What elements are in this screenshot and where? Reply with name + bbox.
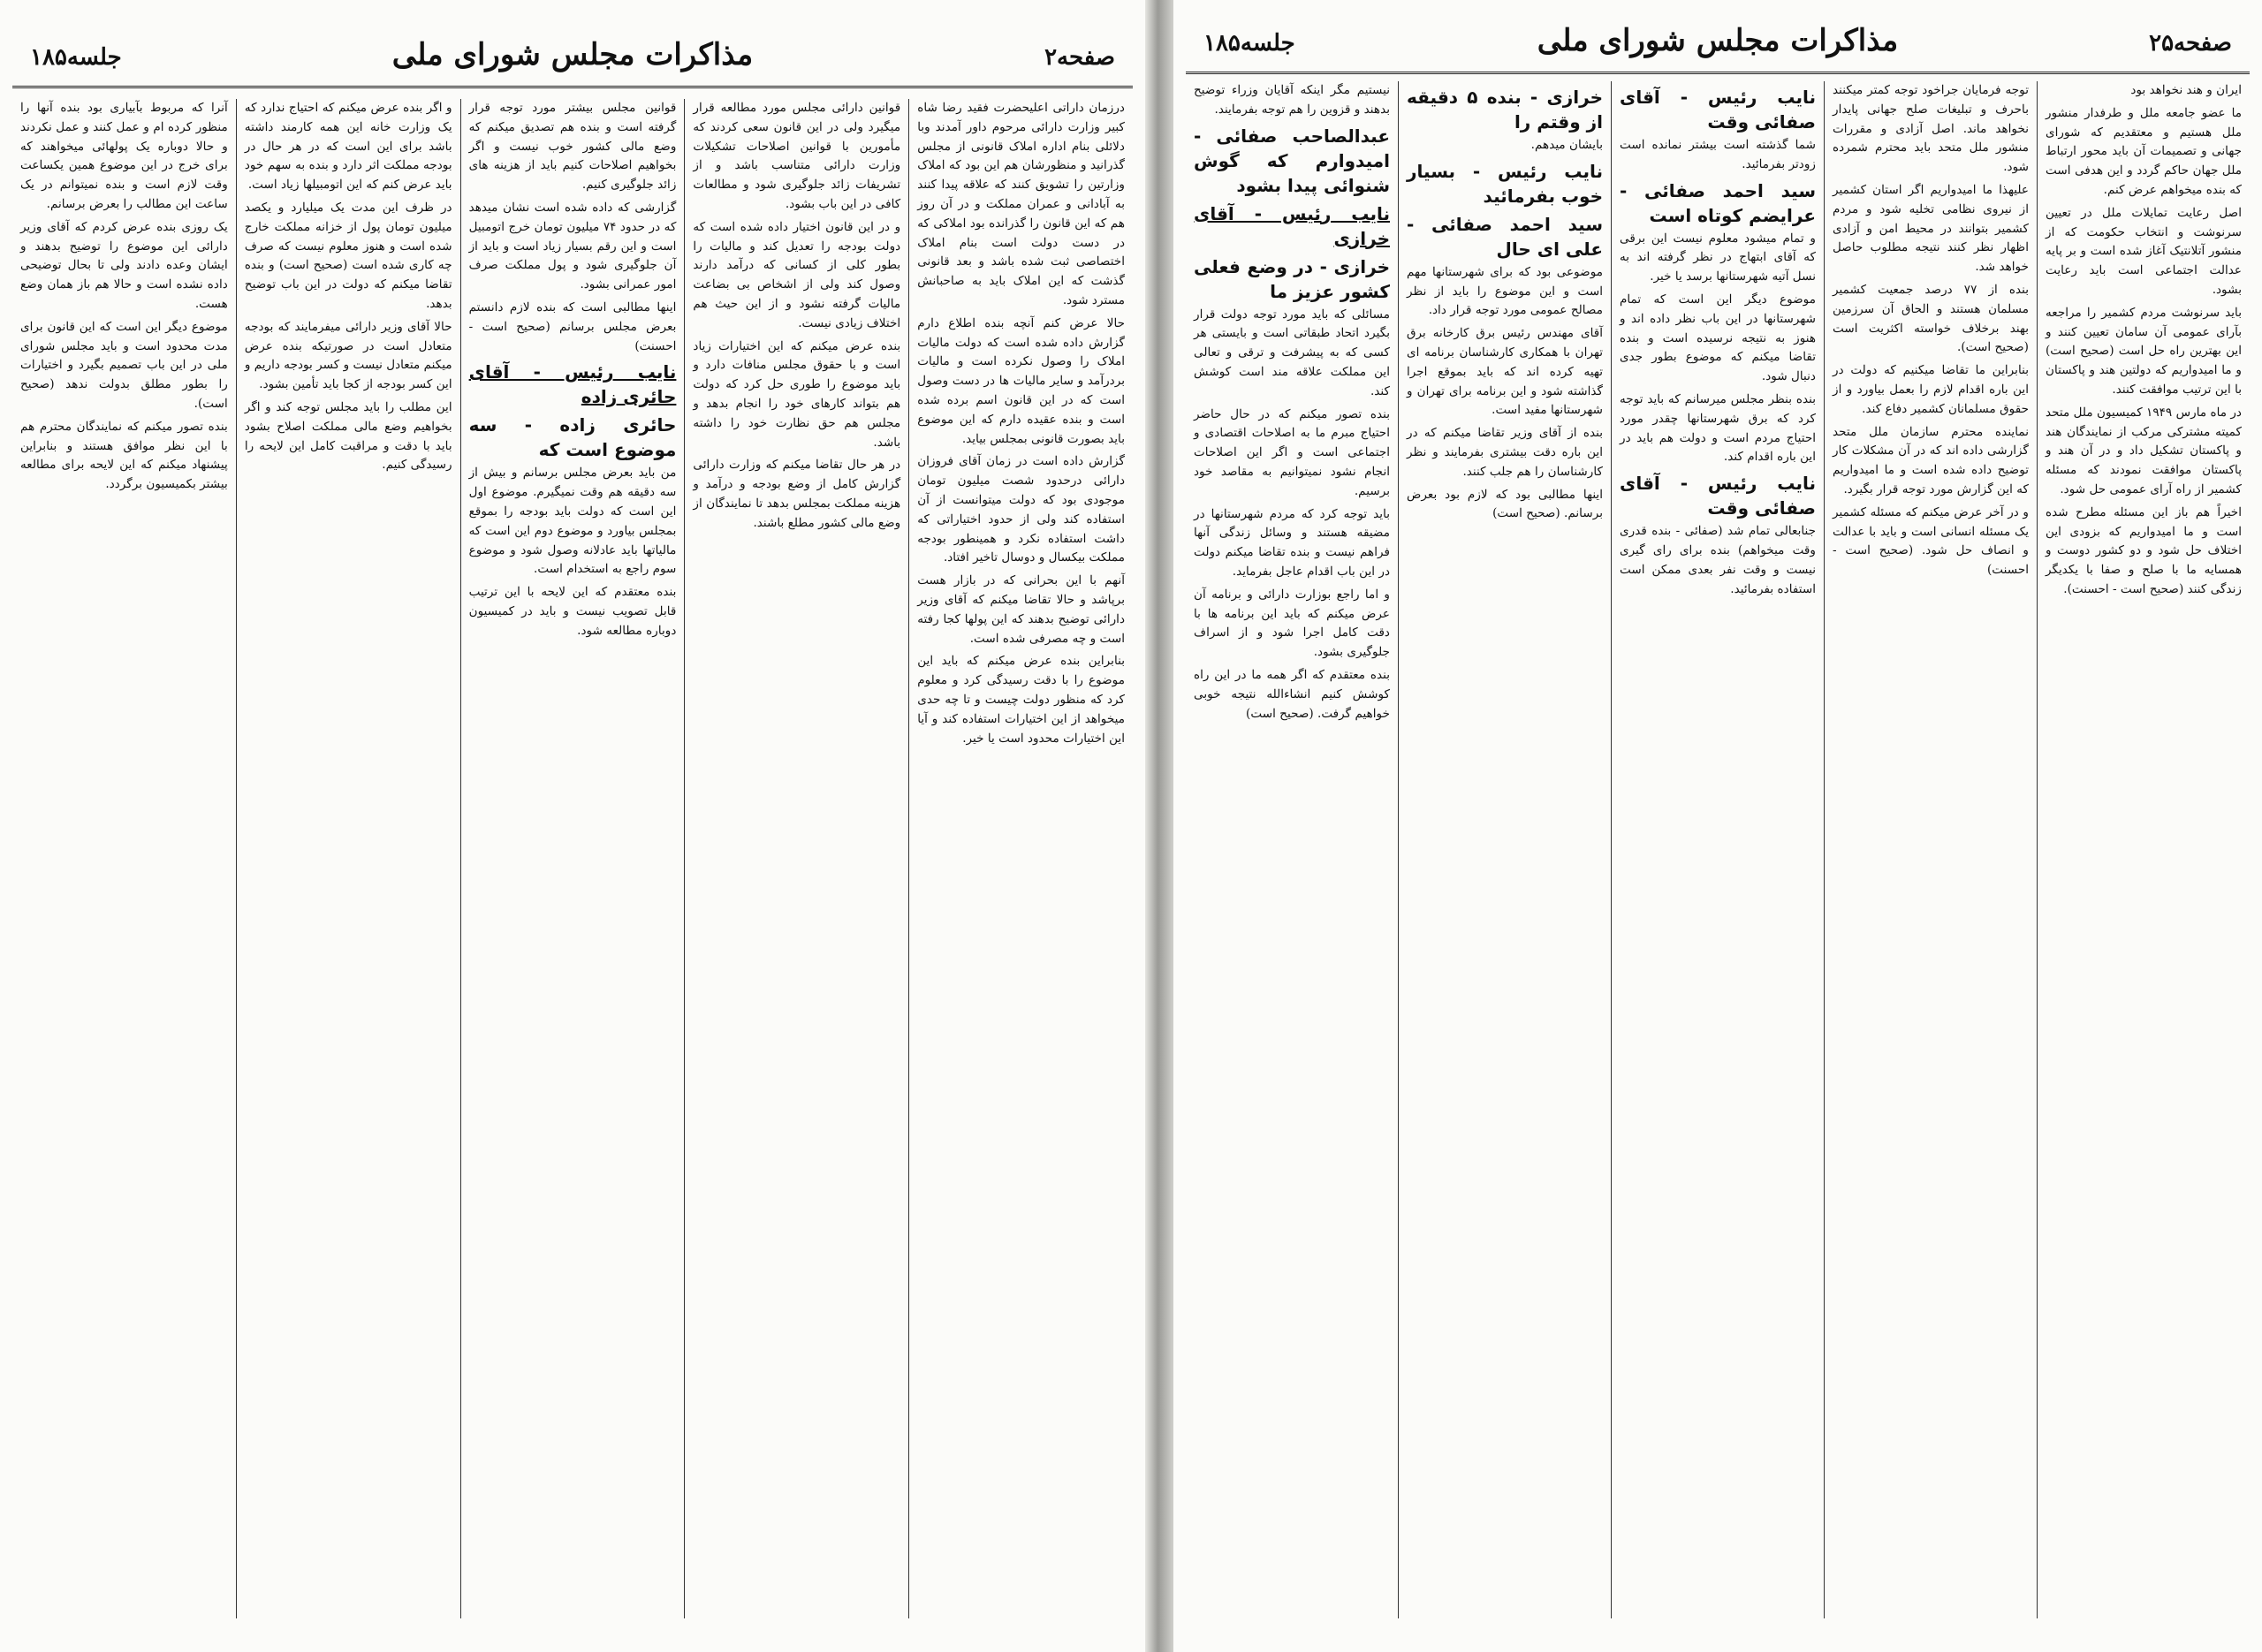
paragraph: بنده عرض میکنم که این اختیارات زیاد است و با حقوق مجلس منافات دارد و باید موضوع را طوری حل کرد که دولت هم بتواند کارهای خود را انجام بدهد و مجلس هم حق نظارت خود را داشته باشد. [693,338,901,450]
speaker-heading: نایب رئیس - آقای صفائی وقت [1620,473,1816,519]
text-column [1186,81,1398,1618]
paragraph: و در آخر عرض میکنم که مسئله کشمیر یک مسئله انسانی است و باید با عدالت و انصاف حل شود. (صحیح است - احسنت) [1833,504,2029,578]
paragraph: درزمان داراتی اعلیحضرت فقید رضا شاه کبیر وزارت دارائی مرحوم داور آمدند وبا دلائلی بنام اداره املاک قانونی از مجلس گذرانید و منظورشان هم این بود که املاک وزارتین را تشویق کنند که علاقه پیدا کنند به آبادانی و عمران مملکت و در آن روز هم که این قانون را گذرانده بود املاکی که در دست دولت است بنام املاک اختصاصی ثبت شده باشد و بعد قانونی گذشت که این املاک باید به صاحبانش مسترد شود. [917,101,1125,307]
header-rule [1186,72,2250,74]
speaker-heading: خرازی - در وضع فعلی کشور عزیز ما [1194,255,1390,302]
text-column [1611,81,1824,1618]
left-page-columns [12,99,1133,1618]
paragraph: بنده از ۷۷ درصد جمعیت کشمیر مسلمان هستند و الحاق آن سرزمین بهند برخلاف خواسته اکثریت است (صحیح است). [1833,282,2029,355]
paragraph: بنده تصور میکنم که در حال حاضر احتیاج مبرم ما به اصلاحات اقتصادی و اجتماعی است و اگر این اصلاحات انجام نشود نمیتوانیم به مقاصد خود برسیم. [1194,406,1390,498]
paragraph: اصل رعایت تمایلات ملل در تعیین سرنوشت و انتخاب حکومت که از منشور آتلانتیک آغاز شده است و بر پایه عدالت اجتماعی است باید رعایت بشود. [2046,205,2242,297]
paragraph: بنده معتقدم که این لایحه با این ترتیب قابل تصویب نیست و باید در کمیسیون دوباره مطالعه شود. [468,585,677,638]
paragraph: اخیراً هم باز این مسئله مطرح شده است و ما امیدواریم که بزودی این اختلاف حل شود و دو کشور دوست و همسایه ما با صلح و صفا با یکدیگر زندگی کنند (صحیح است - احسنت). [2046,504,2242,596]
speaker-heading: سید احمد صفائی - عرایضم کوتاه است [1620,179,1816,226]
paragraph: ایران و هند نخواهد بود [2130,83,2242,97]
session-label: جلسه۱۸۵ [1203,30,1295,57]
right-page-header [1186,18,2250,74]
speaker-heading: نایب رئیس - آقای صفائی وقت [1620,87,1816,133]
speaker-heading: نایب رئیس - آقای حائری زاده [468,361,677,408]
book-gutter [1145,0,1173,1652]
paragraph: من باید بعرض مجلس برسانم و بیش از سه دقیقه هم وقت نمیگیرم. موضوع اول این است که دولت باید بودجه را بموقع بمجلس بیاورد و موضوع دوم این است که مالیاتها باید عادلانه وصول شود و موضوع سوم راجع به استخدام است. [468,466,677,577]
speaker-heading: سید احمد صفائی - علی ای حال [1407,213,1603,260]
text-column [908,99,1133,1618]
left-page-header [12,32,1133,88]
right-page [1173,0,2262,1652]
paragraph: در ظرف این مدت یک میلیارد و یکصد میلیون تومان پول از خزانه مملکت خارج شده است و هنوز معلوم نیست که صرف چه کاری شده است (صحیح است) و بنده تقاضا میکنم که دولت در این باب توضیح بدهد. [244,200,452,311]
paragraph: جنابعالی تمام شد (صفائی - بنده قدری وقت میخواهم) بنده برای رای گیری نیست و وقت نفر بعدی ممکن است استفاده بفرمائید. [1620,524,1816,596]
speaker-heading: نایب رئیس - آقای خرازی [1194,202,1390,249]
text-column [460,99,685,1618]
paragraph: بنده معتقدم که اگر همه ما در این راه کوشش کنیم انشاءالله نتیجه خوبی خواهیم گرفت. (صحیح است) [1194,667,1390,721]
header-rule [12,86,1133,88]
paragraph: گزارشی که داده شده است نشان میدهد که در حدود ۷۴ میلیون تومان خرج اتومبیل است و این رقم بسیار زیاد است و باید از آن جلوگیری شود و پول مملکت صرف امور عمرانی بشود. [468,200,677,292]
paragraph: حالا آقای وزیر دارائی میفرمایند که بودجه متعادل است در صورتیکه بنده عرض میکنم متعادل نیست و کسر بودجه داریم و این کسر بودجه از کجا باید تأمین بشود. [244,319,452,392]
paragraph: بنده بنظر مجلس میرسانم که باید توجه کرد که برق شهرستانها چقدر مورد احتیاج مردم است و دولت هم باید در این باره اقدام کند. [1620,391,1816,465]
paragraph: آنرا که مربوط بآبیاری بود بنده آنها را منظور کرده ام و عمل کنند و عمل نکردند و حالا دوباره یک پولهائی میخواهند که برای خرج در این موضوع همین یکساعت وقت لازم است و بنده نمیتوانم در یک ساعت این مطالب را بعرض برسانم. [20,101,228,211]
text-column [1824,81,2037,1618]
paragraph: و اگر بنده عرض میکنم که احتیاج ندارد که یک وزارت خانه این همه کارمند داشته باشد برای این است که در هر حال در بودجه مملکت اثر دارد و بنده به سهم خود باید عرض کنم که این اتومبیلها زیاد است. [244,101,452,193]
page-title: مذاکرات مجلس شورای ملی [391,37,754,72]
paragraph: قوانین دارائی مجلس مورد مطالعه قرار میگیرد ولی در این قانون سعی کردند که مأمورین با قوانین اصلاحات تشکیلات وزارت دارائی متناسب باشد و از تشریفات زائد جلوگیری شود و مطالعات کافی در این باب بشود. [693,101,901,211]
session-label: جلسه۱۸۵ [30,44,122,71]
paragraph: این مطلب را باید مجلس توجه کند و اگر بخواهیم وضع مالی مملکت اصلاح بشود باید با دقت و مراقبت کامل این لایحه را رسیدگی کنیم. [244,399,452,473]
text-column [12,99,236,1618]
paragraph: باید توجه کرد که مردم شهرستانها در مضیقه هستند و وسائل زندگی آنها فراهم نیست و بنده تقاضا میکنم دولت در این باب اقدام عاجل بفرماید. [1194,506,1390,579]
paragraph: آنهم با این بحرانی که در بازار هست برپاشد و حالا تقاضا میکنم که آقای وزیر دارائی توضیح بدهند که این پولها کجا رفته است و چه مصرفی شده است. [917,573,1125,646]
page-number-label: صفحه۲۵ [2149,30,2232,57]
paragraph: حالا عرض کنم آنچه بنده اطلاع دارم گزارش داده شده است که دولت مالیات املاک را وصول نکرده است و مالیات بردرآمد و سایر مالیات ها در دست وصول است که در این قانون اسم برده شده است و بنده عقیده دارم که این موضوع باید بصورت قانونی بمجلس بیاید. [917,315,1125,446]
paragraph: بنده تصور میکنم که نمایندگان محترم هم با این نظر موافق هستند و بنابراین پیشنهاد میکنم که این لایحه برای مطالعه بیشتر بکمیسیون برگردد. [20,419,228,492]
paragraph: نیستیم مگر اینکه آقایان وزراء توضیح بدهند و قزوین را هم توجه بفرمایند. [1194,83,1390,117]
paragraph: قوانین مجلس بیشتر مورد توجه قرار گرفته است و بنده هم تصدیق میکنم که وضع مالی کشور خوب نیست و اگر بخواهیم اصلاحات کنیم باید از هزینه های زائد جلوگیری کنیم. [468,101,677,193]
text-column [236,99,460,1618]
paragraph: بایشان میدهم. [1530,138,1603,152]
text-column [1398,81,1611,1618]
paragraph: اینها مطالبی است که بنده لازم دانستم بعرض مجلس برسانم (صحیح است - احسنت) [468,299,677,353]
paragraph: اینها مطالبی بود که لازم بود بعرض برسانم. (صحیح است) [1407,487,1603,521]
speaker-heading: خرازی - بنده ۵ دقیقه از وقتم را [1407,87,1603,133]
page-number-label: صفحه۲ [1044,44,1115,71]
paragraph: و تمام میشود معلوم نیست این برقی که آقای ابتهاج در نظر گرفته اند به نسل آتیه شهرستانها برسد یا خیر. [1620,231,1816,284]
paragraph: بنابراین بنده عرض میکنم که باید این موضوع را با دقت رسیدگی کرد و معلوم کرد که منظور دولت چیست و تا چه حدی میخواهد از این اختیارات استفاده کند و آیا این اختیارات محدود است یا خیر. [917,654,1125,746]
paragraph: باید سرنوشت مردم کشمیر را مراجعه بآرای عمومی آن سامان تعیین کنند و این بهترین راه حل است (صحیح است) و ما امیدواریم که دولتین هند و پاکستان با این ترتیب موافقت کنند. [2046,305,2242,397]
paragraph: بنده از آقای وزیر تقاضا میکنم که در این باره دقت بیشتری بفرمایند و نظر کارشناسان را هم جلب کنند. [1407,426,1603,479]
text-column [2037,81,2250,1618]
speaker-heading: حائری زاده - سه موضوع است که [468,414,677,461]
paragraph: موضوع دیگر این است که تمام شهرستانها در این باب نظر داده اند و هنوز به نتیجه نرسیده است و بنده تقاضا میکنم که موضوع بطور جدی دنبال شود. [1620,292,1816,384]
page-title: مذاکرات مجلس شورای ملی [1537,23,1899,58]
paragraph: و اما راجع بوزارت دارائی و برنامه آن عرض میکنم که باید این برنامه ها با دقت کامل اجرا شود و از اسراف جلوگیری بشود. [1194,587,1390,660]
paragraph: بنابراین ما تقاضا میکنیم که دولت در این باره اقدام لازم را بعمل بیاورد و از حقوق مسلمانان کشمیر دفاع کند. [1833,363,2029,416]
right-page-columns [1186,81,2250,1618]
paragraph: ما عضو جامعه ملل و طرفدار منشور ملل هستیم و معتقدیم که شورای جهانی و تصمیمات آن باید محور ارتباط ملل جهان حاکم گردد و این هدفی است که بنده میخواهم عرض کنم. [2046,105,2242,197]
paragraph: آقای مهندس رئیس برق کارخانه برق تهران با همکاری کارشناسان برنامه ای تهیه کرده اند که باید بموقع اجرا گذاشته شود و این برنامه برای تهران و شهرستانها مفید است. [1407,326,1603,418]
paragraph: علیهذا ما امیدواریم اگر استان کشمیر از نیروی نظامی تخلیه شود و مردم کشمیر بتوانند در محیط امن و آزادی اظهار نظر کنند نتیجه مطلوب حاصل خواهد شد. [1833,182,2029,275]
paragraph: موضوع دیگر این است که این قانون برای مدت محدود است و باید مجلس شورای ملی در این باب تصمیم بگیرد و اختیارات را بطور مطلق بدولت ندهد (صحیح است). [20,319,228,411]
paragraph: گزارش داده است در زمان آقای فروزان دارائی درحدود شصت میلیون تومان موجودی بود که دولت میتوانست از آن استفاده کند ولی از حدود اختیاراتی که داشت استفاده نکرد و همینطور بودجه مملکت بیکسال و دوسال تاخیر افتاد. [917,454,1125,565]
paragraph: شما گذشته است بیشتر نمانده است زودتر بفرمائید. [1620,138,1816,171]
paragraph: و در این قانون اختیار داده شده است که دولت بودجه را تعدیل کند و مالیات را بطور کلی از کسانی که درآمد دارند وصول کند ولی از اشخاص بی بضاعت مالیات گرفته نشود و از این حیث هم اختلاف زیادی نیست. [693,219,901,330]
paragraph: در هر حال تقاضا میکنم که وزارت دارائی گزارش کامل از وضع بودجه و درآمد و هزینه مملکت بمجلس بدهد تا نمایندگان از وضع مالی کشور مطلع باشند. [693,458,901,530]
paragraph: یک روزی بنده عرض کردم که آقای وزیر دارائی این موضوع را توضیح بدهند و ایشان وعده دادند ولی تا بحال توضیحی داده نشده است و حالا هم باز همان وضع هست. [20,219,228,311]
paragraph: مسائلی که باید مورد توجه دولت قرار بگیرد اتحاد طبقاتی است و بایستی هر کسی که به پیشرفت و ترقی و تعالی این مملکت علاقه مند است کوشش کند. [1194,307,1390,398]
speaker-heading: نایب رئیس - بسیار خوب بفرمائید [1407,160,1603,207]
paragraph: در ماه مارس ۱۹۴۹ کمیسیون ملل متحد کمیته مشترکی مرکب از نمایندگان هند و پاکستان تشکیل داد و در آن هند و پاکستان موافقت نمودند که مسئله کشمیر از راه آرای عمومی حل شود. [2046,405,2242,496]
paragraph: نماینده محترم سازمان ملل متحد گزارشی داده اند که در آن مشکلات کار توضیح داده شده است و ما امیدواریم که این گزارش مورد توجه قرار بگیرد. [1833,424,2029,496]
paragraph: موضوعی بود که برای شهرستانها مهم است و این موضوع را باید از نظر مصالح عمومی مورد توجه قرار داد. [1407,264,1603,318]
text-column [684,99,908,1618]
paragraph: توجه فرمایان جراخود توجه کمتر میکنند باحرف و تبلیغات صلح جهانی پایدار نخواهد ماند. اصل آزادی و مقررات منشور ملل متحد باید محترم شمرده شود. [1833,83,2029,175]
speaker-heading: عبدالصاحب صفائی - امیدوارم که گوش شنوائی پیدا بشود [1194,125,1390,196]
